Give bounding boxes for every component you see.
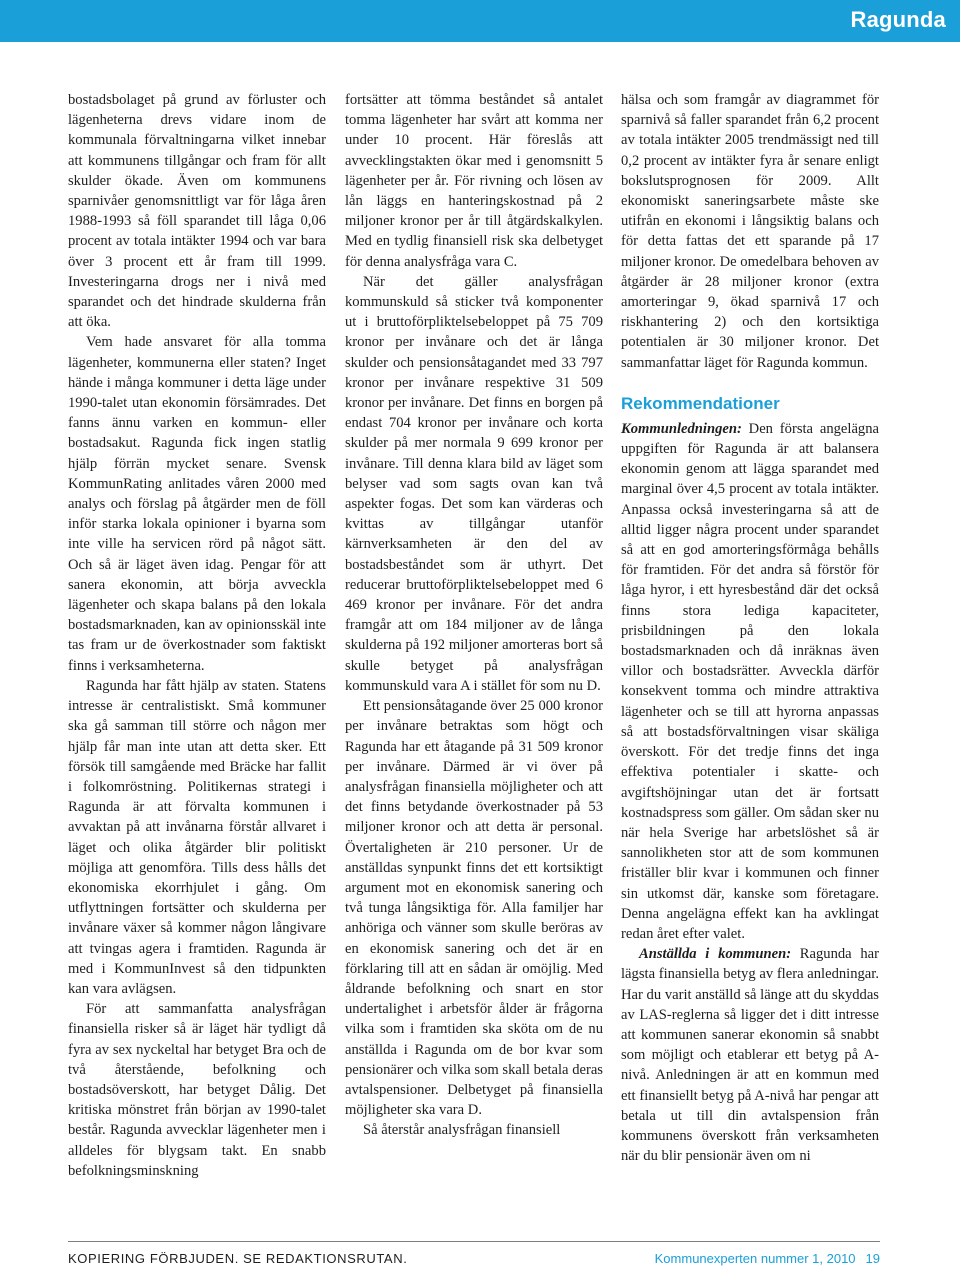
publication-name: Kommunexperten nummer 1, 2010 (654, 1251, 856, 1266)
recommendation-paragraph (621, 419, 879, 944)
footer-copyright: KOPIERING FÖRBJUDEN. SE REDAKTIONSRUTAN. (68, 1251, 408, 1266)
column-3 (621, 90, 879, 1166)
recommendation-lead: Anställda i kommunen: (639, 946, 792, 963)
recommendations-heading: Rekommendationer (621, 393, 780, 413)
recommendation-text: Den första angelägna uppgiften för Ragunda är att balansera ekonomin genom att lägga sparandet med marginal över 4,5 procent av totala intäkter. Anpassa också investeringarna så att de alltid ligger några procent under sparandet så att en god amorteringsförmåga behålls för framtiden. För det andra så förstör för låga hyror, i ett hyresbestånd där det också finns stora lediga kapaciteter, prisbildningen på den lokala bostadsmarknaden och då inräknas även villor och bostadsrätter. Avveckla därför konsekvent tomma och mindre attraktiva lägenheter och se till att hyrorna anpassas så att bostadsförvaltningen visar skäliga överskott. För det tredje finns det inga effektiva potentialer i skatte- och avgiftshöjningar utan det är fortsatt kostnadspress som gäller. Om sådan sker nu när hela Sverige har arbetslöshet så är sannolikheten stor att de som kommunen friställer blir kvar i kommunen och finner sin utkomst där, kanske som företagare. Denna angelägna effekt kan ha avklingat redan året efter valet. (621, 420, 879, 942)
paragraph: hälsa och som framgår av diagrammet för sparnivå så faller sparandet från 6,2 procent av totala intäkter 2005 trendmässigt ned till 0,2 procent av intäkter fyra år senare enligt bokslutsprognosen för 2009. Allt ekonomiskt saneringsarbete måste ske utifrån en ekonomi i långsiktig balans och för detta fattas det ett sparande på 17 miljoner kronor. De omedelbara behoven av åtgärder är 28 miljoner kronor (extra amorteringar 9, ökad sparnivå 17 och riskhantering 2) och den kortsiktiga potentialen är 30 miljoner kronor. Det sammanfattar läget för Ragunda kommun. (621, 92, 879, 371)
paragraph: fortsätter att tömma beståndet så antalet tomma lägenheter har svårt att komma ner under 10 procent. Här föreslås att avvecklingstakten ökar med i genomsnitt 5 lägenheter per år. För rivning och lösen av lån läggs en hanteringskostnad på 2 miljoner kronor per år till åtgärdskalkylen. Med en tydlig finansiell risk ska delbetyget för denna analysfråga vara C. (345, 92, 603, 270)
paragraph: Så återstår analysfrågan finansiell (363, 1122, 561, 1139)
section-title: Ragunda (850, 7, 946, 32)
page-number: 19 (865, 1251, 880, 1266)
paragraph: Vem hade ansvaret för alla tomma lägenheter, kommunerna eller staten? Inget hände i många kommuner i detta läge under 1990-talet utan ekonomin försämrades. Det fanns ännu varken en kommun- eller bostadsakut. Ragunda fick ingen statlig hjälp förrän mycket senare. Svensk KommunRating anlitades våren 2000 med analys och förslag på åtgärder men de föll inför starka lokala opinioner i byarna som inte ville ha servicen rörd på något sätt. Och så är läget även idag. Pengar för att sanera ekonomin, att börja avveckla lägenheter och skapa balans på den lokala bostadsmarknaden, kan av opinionsskäl inte tas fram ur de överkostnader som faktiskt finns i verksamheterna. (68, 334, 326, 674)
footer-publication (655, 1251, 880, 1266)
paragraph: Ragunda har fått hjälp av staten. Statens intresse är centralistiskt. Små kommuner ska gå samman till större och någon mer hjälp får man inte utan att detta sker. Ett försök till samgående med Bräcke har fallit i folkomröstning. Politikernas strategi i Ragunda är att förvalta kommunen i avvaktan på att invånarna förstår allvaret i läget och olika åtgärder blir politiskt möjliga att genomföra. Tills dess hålls det ekonomiska ekorrhjulet i gång. Om utflyttningen fortsätter och skulderna per invånare växer så kommer någon långivare att tvingas agera i framtiden. Ragunda är med i KommunInvest så den tidpunkten kan vara avlägsen. (68, 677, 326, 997)
paragraph: När det gäller analysfrågan kommunskuld så sticker två komponenter ut i bruttoförpliktelsebeloppet på 75 709 kronor per invånare och det är långa skulder och pensionsåtagandet med 33 797 kronor per invånare respektive 31 509 kronor per invånare. Det finns en borgen på endast 704 kronor per invånare och korta skulder på mer normala 9 699 kronor per invånare. Till denna klara bild av läget som belyser vad som sagts ovan kan två aspekter fogas. Det som kan värderas och kvittas av tillgångar utanför kärnverksamheten är den del av bostadsbeståndet som är uthyrt. Det reducerar bruttoförpliktelsebeloppet med 6 469 kronor per invånare. För det andra framgår att om 184 miljoner av de långa skulderna på 192 miljoner amorteras bort så skulle betyget på analysfrågan kommunskuld vara A i stället för som nu D. (345, 273, 603, 694)
footer-rule (68, 1241, 880, 1242)
recommendation-lead: Kommunledningen: (621, 420, 742, 437)
paragraph: bostadsbolaget på grund av förluster och lägenheterna drevs vidare inom de kommunala förvaltningarna vilket innebar att kommunens tillgångar och fram för allt skulder ökade. Även om kommunens sparnivåer genomsnittligt var för låga åren 1988-1993 så föll sparandet till låga 0,06 procent av totala intäkter 1994 och var bara över 3 procent ett år fram till 1999. Investeringarna drogs ner i nivå med sparandet och det hindrade skulderna från att öka. (68, 92, 326, 331)
paragraph: För att sammanfatta analysfrågan finansiella risker så är läget här tydligt då fyra av sex nyckeltal har betyget Bra och de två återstående, befolkning och bostadsöverskott, har betyget Dålig. Det kritiska mönstret från början av 1990-talet består. Ragunda avvecklar lägenheter men i alldeles för blygsam takt. En snabb befolkningsminskning (68, 1001, 326, 1179)
header-bar (0, 0, 960, 42)
column-1 (68, 90, 326, 1181)
recommendation-text: Ragunda har lägsta finansiella betyg av flera anledningar. Har du varit anställd så länge att du skyddas av LAS-reglerna så ligger det i ditt intresse att kommunen sanerar ekonomin så snabbt som möjligt och etablerar ett betyg på A-nivå. Anledningen är att en kommun med ett finansiellt betyg på A-nivå har pengar att betala ut till din avtalspension från kommunens överskott från verksamheten när du blir pensionär även om ni (621, 946, 880, 1165)
recommendation-paragraph (621, 944, 879, 1166)
column-2 (345, 90, 603, 1141)
paragraph: Ett pensionsåtagande över 25 000 kronor per invånare betraktas som högt och Ragunda har ett åtagande på 31 509 kronor per invånare. Därmed är vi över på analysfrågan finansiella möjligheter och att det finns betydande överkostnader på 53 miljoner kronor och att detta är personal. Övertaligheten är 210 personer. Ur de anställdas synpunkt finns det ett kortsiktigt argument mot en ekonomisk sanering och två tunga långsiktiga för. Alla familjer har anhöriga och vänner som skulle beröras av en ekonomisk sanering och det är en förklaring till att en sådan är omöjlig. Med åldrande befolkning och snart en stor undertalighet i arbetsför ålder är frågorna vilka som i framtiden ska sköta om de nu anställda i Ragunda om de bor kvar som pensionärer och vilka som skall betala deras avtalspensioner. Delbetyget på finansiella möjligheter ska vara D. (345, 698, 603, 1119)
